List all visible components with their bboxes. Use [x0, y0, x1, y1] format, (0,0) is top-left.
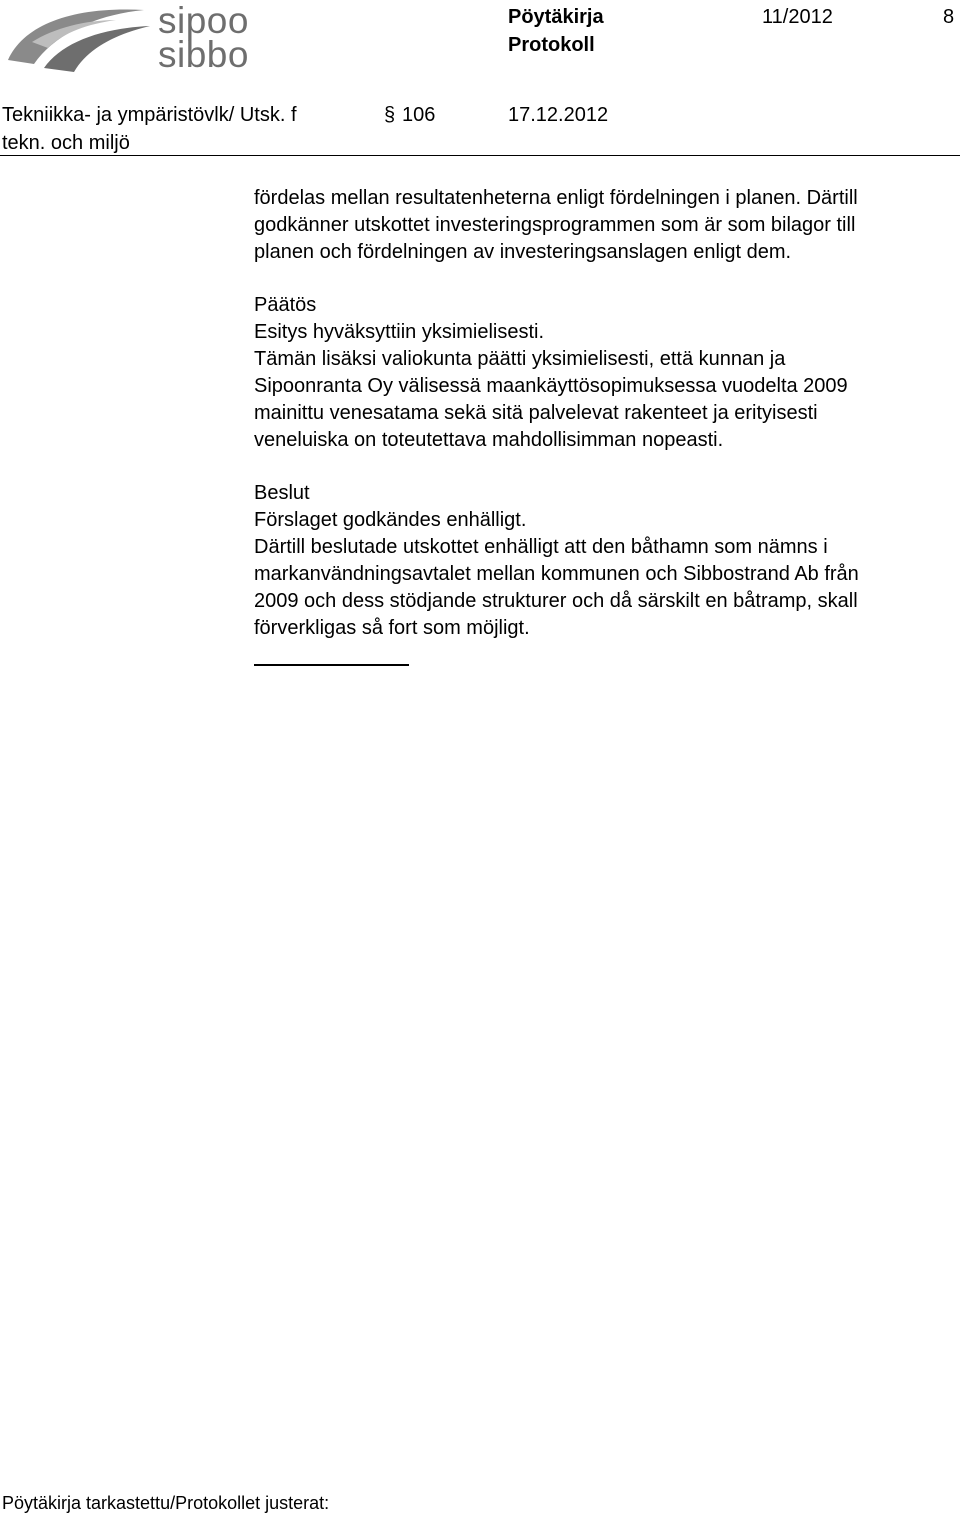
intro-line: godkänner utskottet investeringsprogrammen som är som bilagor till: [254, 214, 856, 236]
doc-type-fi: Pöytäkirja: [508, 6, 604, 28]
page-number: 8: [943, 6, 955, 28]
logo-text-sibbo: sibbo: [158, 34, 249, 75]
meeting-date: 17.12.2012: [508, 104, 609, 126]
decision-fi-line: Sipoonranta Oy välisessä maankäyttösopimuksessa vuodelta 2009: [254, 375, 848, 397]
meeting-number: 11/2012: [762, 6, 833, 28]
logo-text-sipoo: sipoo: [158, 0, 249, 41]
decision-fi-heading: Päätös: [254, 294, 317, 316]
section-symbol: §: [384, 104, 396, 126]
decision-sv-section: [254, 480, 960, 642]
sipoo-sibbo-swoosh-logo-icon: [4, 2, 154, 74]
committee-name: Tekniikka- ja ympäristövlk/ Utsk. f: [2, 104, 297, 126]
decision-fi-line: Esitys hyväksyttiin yksimielisesti.: [254, 321, 545, 343]
decision-fi-section: [254, 292, 960, 454]
intro-paragraph: [254, 185, 960, 266]
municipality-logo: [0, 0, 260, 80]
decision-fi-line: mainittu venesatama sekä sitä palvelevat rakenteet ja erityisesti: [254, 402, 818, 424]
doc-type-sv: Protokoll: [508, 34, 595, 56]
intro-line: fördelas mellan resultatenheterna enligt fördelningen i planen. Därtill: [254, 187, 858, 209]
decision-sv-line: 2009 och dess stödjande strukturer och då särskilt en båtramp, skall: [254, 590, 858, 612]
intro-line: planen och fördelningen av investeringsanslagen enligt dem.: [254, 241, 792, 263]
header-divider: [0, 155, 960, 156]
committee-name-sv: tekn. och miljö: [2, 132, 130, 154]
decision-sv-line: Därtill beslutade utskottet enhälligt att den båthamn som nämns i: [254, 536, 828, 558]
decision-sv-line: markanvändningsavtalet mellan kommunen och Sibbostrand Ab från: [254, 563, 859, 585]
decision-sv-heading: Beslut: [254, 482, 310, 504]
decision-fi-line: Tämän lisäksi valiokunta päätti yksimielisesti, että kunnan ja: [254, 348, 786, 370]
decision-fi-line: veneluiska on toteutettava mahdollisimman nopeasti.: [254, 429, 724, 451]
decision-sv-line: förverkligas så fort som möjligt.: [254, 617, 530, 639]
section-number: 106: [402, 104, 436, 126]
decision-sv-line: Förslaget godkändes enhälligt.: [254, 509, 527, 531]
footer-verification-text: Pöytäkirja tarkastettu/Protokollet justerat:: [2, 1493, 330, 1513]
section-end-rule: [254, 664, 409, 666]
